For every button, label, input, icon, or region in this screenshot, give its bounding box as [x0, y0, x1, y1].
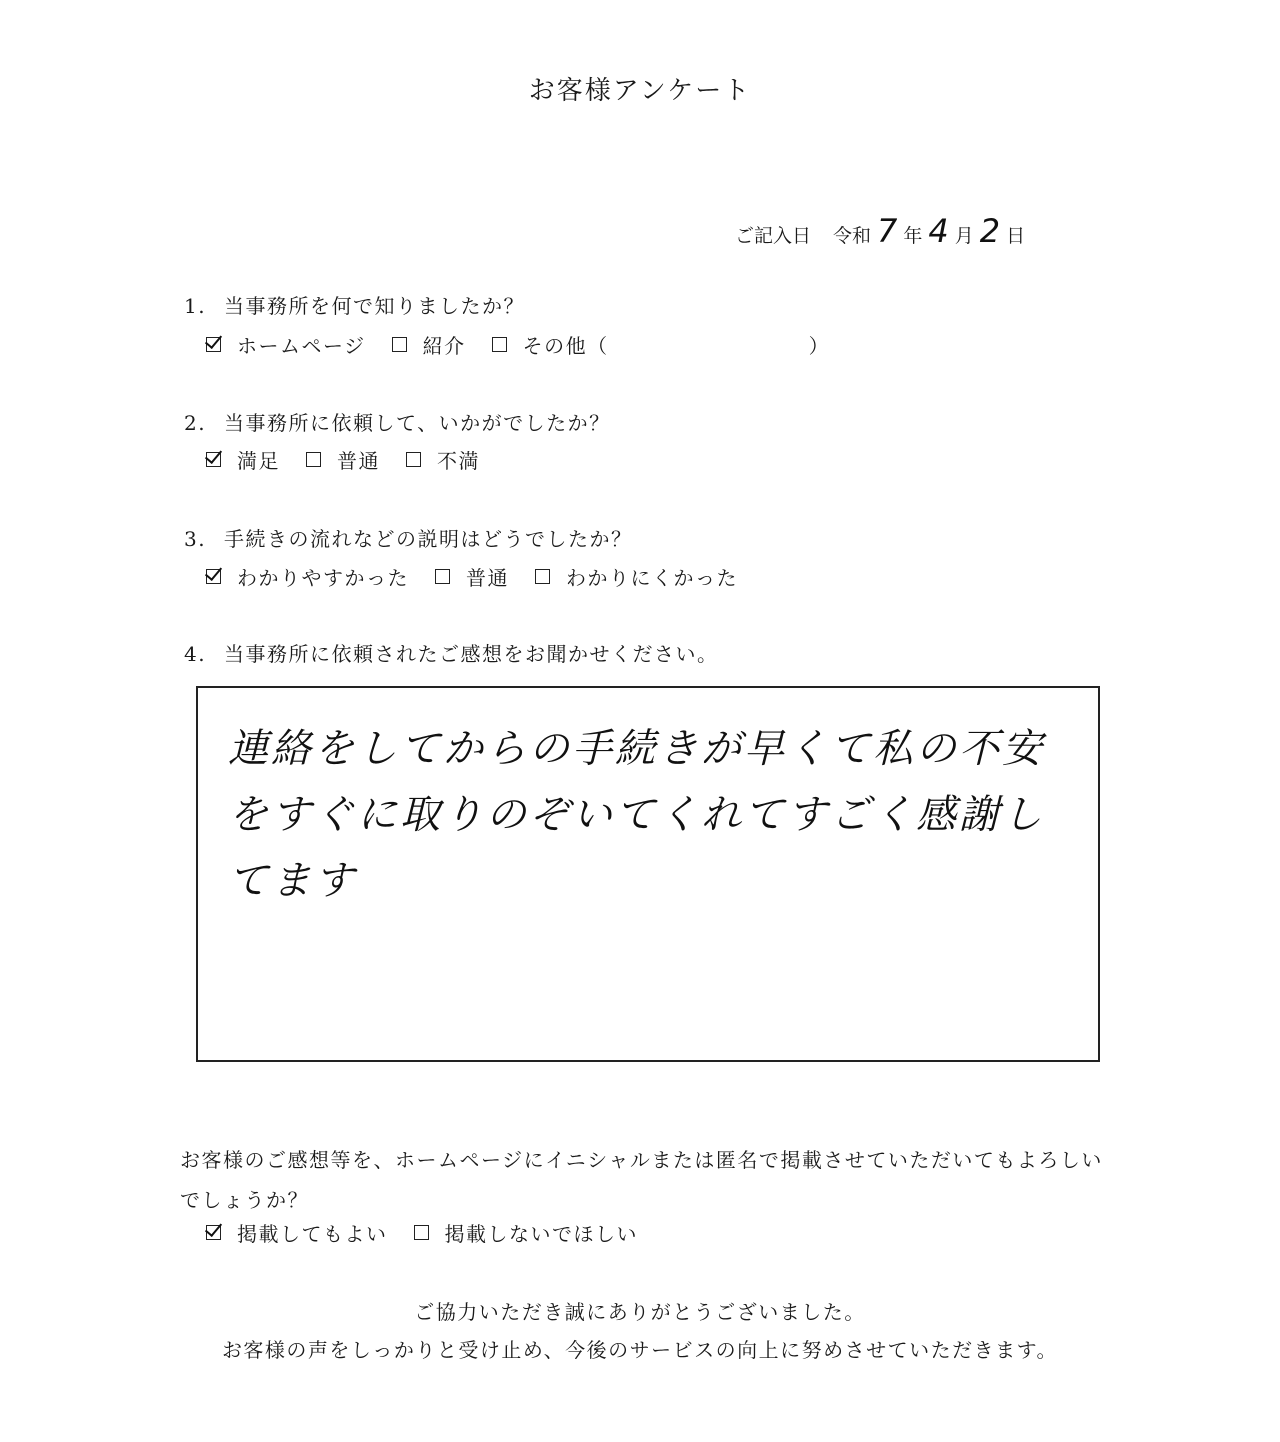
thanks-line-2: お客様の声をしっかりと受け止め、今後のサービスの向上に努めさせていただきます。	[221, 1338, 1059, 1362]
question-text: 当事務所に依頼して、いかがでしたか？	[224, 411, 611, 435]
question-1	[184, 290, 525, 319]
date-label: ご記入日	[735, 225, 812, 247]
checkbox[interactable]	[306, 452, 321, 467]
consent-options	[206, 1218, 664, 1247]
checkbox-checked[interactable]	[206, 452, 221, 467]
checkbox-checked[interactable]	[206, 569, 221, 584]
question-text: 当事務所を何で知りましたか？	[224, 294, 525, 318]
checkbox-checked[interactable]	[206, 337, 221, 352]
paren-close: ）	[808, 334, 831, 358]
q3-option-clear[interactable]	[206, 562, 409, 591]
checkbox[interactable]	[435, 569, 450, 584]
date-era: 令和	[833, 225, 872, 247]
option-label: 満足	[237, 449, 280, 473]
option-label: 掲載しないでほしい	[444, 1222, 638, 1246]
q1-option-other[interactable]	[492, 330, 831, 359]
q3-option-unclear[interactable]	[535, 562, 738, 591]
option-label: 掲載してもよい	[237, 1222, 388, 1246]
date-month[interactable]: 4	[928, 212, 949, 250]
checkbox[interactable]	[492, 337, 507, 352]
date-year[interactable]: 7	[877, 212, 898, 250]
question-text: 手続きの流れなどの説明はどうでしたか？	[224, 527, 633, 551]
q1-options	[206, 330, 856, 359]
option-label: その他（	[522, 334, 609, 358]
option-label: ホームページ	[237, 334, 366, 358]
question-3	[184, 523, 633, 552]
question-4	[184, 638, 719, 667]
q1-option-referral[interactable]	[392, 330, 466, 359]
q2-option-dissatisfied[interactable]	[406, 445, 480, 474]
option-label: わかりにくかった	[566, 566, 738, 590]
q2-options	[206, 445, 506, 474]
question-text: 当事務所に依頼されたご感想をお聞かせください。	[224, 642, 719, 666]
option-label: 不満	[437, 449, 480, 473]
option-label: 普通	[466, 566, 509, 590]
checkbox[interactable]	[414, 1225, 429, 1240]
question-number: 3.	[184, 527, 207, 551]
q3-options	[206, 562, 764, 591]
option-label: わかりやすかった	[237, 566, 409, 590]
option-label: 紹介	[422, 334, 466, 358]
consent-option-deny[interactable]	[414, 1218, 639, 1247]
question-number: 4.	[184, 642, 207, 666]
question-number: 1.	[184, 294, 207, 318]
entry-date	[735, 212, 1025, 250]
checkbox-checked[interactable]	[206, 1225, 221, 1240]
checkbox[interactable]	[535, 569, 550, 584]
checkbox[interactable]	[406, 452, 421, 467]
comment-box[interactable]	[196, 686, 1100, 1062]
q3-option-normal[interactable]	[435, 562, 509, 591]
q2-option-normal[interactable]	[306, 445, 380, 474]
q2-option-satisfied[interactable]	[206, 445, 280, 474]
page-title: お客様アンケート	[528, 76, 752, 106]
thanks-line-1: ご協力いただき誠にありがとうございました。	[414, 1300, 866, 1324]
date-day-unit: 日	[1006, 225, 1026, 247]
publish-consent-question: お客様のご感想等を、ホームページにイニシャルまたは匿名で掲載させていただいてもよろしいでしょうか？	[180, 1148, 1103, 1212]
question-2	[184, 407, 611, 436]
checkbox[interactable]	[392, 337, 407, 352]
option-label: 普通	[337, 449, 380, 473]
date-year-unit: 年	[903, 225, 923, 247]
question-number: 2.	[184, 411, 207, 435]
q1-option-homepage[interactable]	[206, 330, 366, 359]
date-day[interactable]: 2	[979, 212, 1001, 250]
date-month-unit: 月	[954, 225, 974, 247]
handwritten-comment: 連絡をしてからの手続きが早くて私の不安をすぐに取りのぞいてくれてすごく感謝してます	[228, 726, 1045, 904]
consent-option-allow[interactable]	[206, 1218, 388, 1247]
